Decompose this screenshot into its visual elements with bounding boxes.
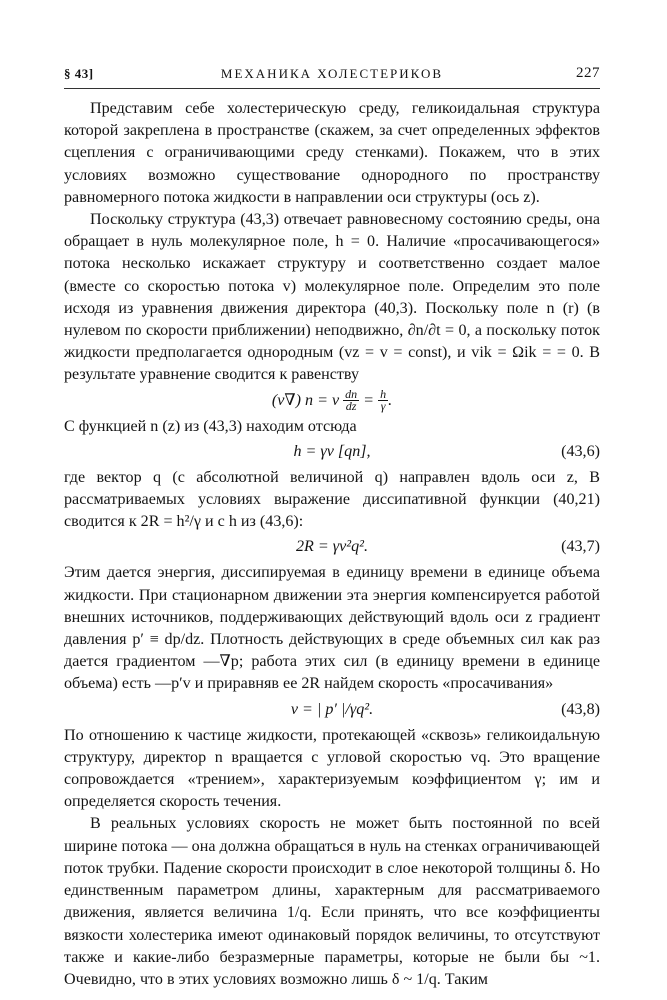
- paragraph-3: С функцией n (z) из (43,3) находим отсюда: [64, 417, 357, 435]
- paragraph-5: Этим дается энергия, диссипируемая в единицу времени в единице объема жидкости. При стационарном движении эта энергия компенсируется работой внешних источников, поддерживающих действующий вдоль оси z градиент давления p′ ≡ dp/dz. Плотность действующих в среде объемных сил как раз дается градиентом —∇p; работа этих сил (в единицу времени в единице объема) есть —p′v и приравняв ее 2R найдем скорость «просачивания»: [64, 564, 600, 693]
- equals-sign: =: [363, 391, 375, 409]
- fraction-numerator: h: [380, 387, 387, 402]
- equation-43-6-number: (43,6): [561, 442, 600, 460]
- equation-1-lhs: (v∇) n = v: [271, 391, 340, 409]
- page-number: 227: [576, 65, 600, 81]
- equation-1: [64, 389, 600, 413]
- paragraph-2: Поскольку структура (43,3) отвечает равновесному состоянию среды, она обращает в нуль молекулярное поле, h = 0. Наличие «просачивающегося» потока несколько искажает структуру и соответственно создает малое (вместе со скоростью потока v) молекулярное поле. Определим это поле исходя из уравнения движения директора (40,3). Поскольку поле n (r) (в нулевом по скорости приближении) неподвижно, ∂n/∂t = 0, а поскольку поток жидкости предполагается однородным (vz = v = const), и vik = Ωik = = 0. В результате уравнение сводится к равенству: [64, 211, 600, 384]
- equation-43-7: [64, 535, 600, 559]
- equation-43-6-formula: h = γv [qn],: [293, 442, 371, 460]
- page-body: [64, 98, 600, 991]
- paragraph-7: В реальных условиях скорость не может быть постоянной по всей ширине потока — она должна обращаться в нуль на стенках ограничивающей поток трубки. Падение скорости происходит в слое некоторой толщины δ. Но единственным параметром длины, характерным для рассматриваемого движения, является величина 1/q. Если принять, что все коэффициенты вязкости холестерика имеют одинаковый порядок величины, то отсутствуют также и какие-либо безразмерные параметры, которые не были бы ~1. Очевидно, что в этих условиях возможно лишь δ ~ 1/q. Таким: [64, 815, 600, 988]
- fraction-h-gamma: [378, 389, 388, 412]
- equation-43-8-formula: v = | p′ |/γq².: [290, 700, 374, 718]
- section-reference: § 43]: [64, 66, 94, 81]
- fraction-denominator: dz: [345, 399, 357, 414]
- running-header: [64, 66, 600, 88]
- paragraph-4: где вектор q (с абсолютной величиной q) направлен вдоль оси z, В рассматриваемых условиях выражение диссипативной функции (40,21) сводится к 2R = h²/γ и с h из (43,6):: [64, 468, 600, 531]
- equation-43-7-formula: 2R = γv²q².: [296, 538, 368, 556]
- equation-43-7-number: (43,7): [561, 538, 600, 556]
- paragraph-6: По отношению к частице жидкости, протекающей «сквозь» геликоидальную структуру, директор n вращается с угловой скоростью vq. Это вращение сопровождается «трением», характеризуемым коэффициентом γ; им и определяется скорость течения.: [64, 726, 600, 811]
- equation-43-8-number: (43,8): [561, 700, 600, 718]
- fraction-numerator: dn: [345, 387, 358, 402]
- running-title: МЕХАНИКА ХОЛЕСТЕРИКОВ: [220, 66, 444, 81]
- equation-43-6: [64, 440, 600, 464]
- equation-period: .: [388, 391, 393, 409]
- fraction-denominator: γ: [380, 399, 386, 414]
- header-rule: [64, 88, 600, 89]
- fraction-dn-dz: [343, 389, 359, 412]
- equation-43-8: [64, 698, 600, 722]
- paragraph-1: Представим себе холестерическую среду, геликоидальная структура которой закреплена в пространстве (скажем, за счет определенных эффектов сцепления с ограничивающими среду стенками). Покажем, что в этих условиях возможно существование однородного по пространству равномерного потока жидкости в направлении оси структуры (ось z).: [64, 100, 600, 206]
